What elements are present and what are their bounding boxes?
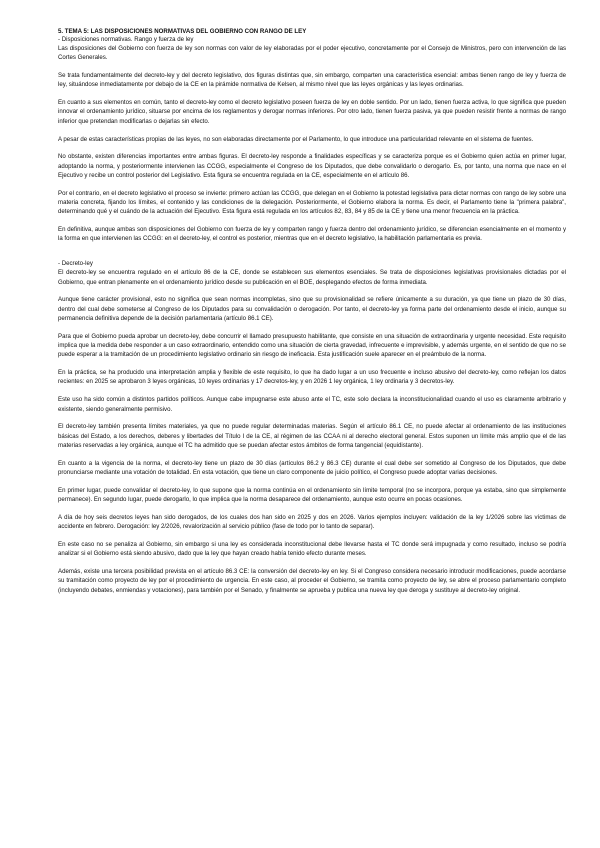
paragraph: Este uso ha sido común a distintos partidos políticos. Aunque cabe impugnarse este abuso ante el TC, este solo declara la inconstitucionalidad cuando el uso es claramente arbitrario y existente, siendo generalmente permisivo. xyxy=(58,396,566,413)
section-gap xyxy=(58,252,566,260)
paragraph: Por el contrario, en el decreto legislativo el proceso se invierte: primero actúan las CCGG, que delegan en el Gobierno la potestad legislativa para dictar normas con rango de ley sobre una materia concreta, fijando los límites, el contenido y las condiciones de la delegación. Posteriormente, el Gobierno elabora la norma. Es decir, el Parlamento tiene la "primera palabra", determinando qué y el cuándo de la actuación del Ejecutivo. Esta figura está regulada en los artículos 82, 83, 84 y 85 de la CE y tiene una menor frecuencia en la práctica. xyxy=(58,189,566,216)
paragraph: No obstante, existen diferencias importantes entre ambas figuras. El decreto-ley responde a finalidades específicas y se caracteriza porque es el Gobierno quien actúa en primer lugar, adoptando la norma, y posteriormente intervienen las CCGG, especialmente el Congreso de los Diputados, que debe convalidarlo o derogarlo. Es, por tanto, una norma que nace en el Ejecutivo y recibe un control posterior del Legislativo. Esta figura se encuentra regulada en la CE, especialmente en el artículo 86. xyxy=(58,153,566,179)
paragraph: A pesar de estas características propias de las leyes, no son elaboradas directamente por el Parlamento, lo que introduce una particularidad relevante en el sistema de fuentes. xyxy=(58,135,534,143)
paragraph: En cuanto a sus elementos en común, tanto el decreto-ley como el decreto legislativo poseen fuerza de ley en doble sentido. Por un lado, tienen fuerza activa, lo que significa que pueden innovar el ordenamiento jurídico, situarse por encima de los reglamentos y derogar normas inferiores. Por otro lado, tienen fuerza pasiva, ya que pueden resistir frente a normas de rango inferior que pretendan modificarlas o dejarlas sin efecto. xyxy=(58,99,566,125)
paragraph: En la práctica, se ha producido una interpretación amplia y flexible de este requisito, lo que ha dado lugar a un uso frecuente e incluso abusivo del decreto-ley, como reflejan los datos recientes: en 2025 se aprobaron 3 leyes orgánicas, 10 leyes ordinarias y 17 decretos-ley, y en 2026 1 ley orgánica, 1 ley ordinaria y 3 decretos-ley. xyxy=(58,369,566,386)
paragraph: En definitiva, aunque ambas son disposiciones del Gobierno con fuerza de ley y comparten rango y fuerza dentro del ordenamiento jurídico, se diferencian esencialmente en el momento y la forma en que intervienen las CCGG: en el decreto-ley, el control es posterior, mientras que en el decreto legislativo, la habilitación parlamentaria es previa. xyxy=(58,226,566,243)
paragraph: Para que el Gobierno pueda aprobar un decreto-ley, debe concurrir el llamado presupuesto habilitante, que consiste en una situación de extraordinaria y urgente necesidad. Este requisito implica que la medida debe responder a un caso extraordinario, entendido como una situación de cierta gravedad, infrecuente e imprevisible, y además urgente, en el sentido de que no se puede esperar a la tramitación de un procedimiento legislativo ordinario sin riesgo de ineficacia. Esta justificación suele aparecer en el preámbulo de la norma. xyxy=(58,332,566,359)
document-title: 5. TEMA 5: LAS DISPOSICIONES NORMATIVAS DEL GOBIERNO CON RANGO DE LEY xyxy=(58,28,307,35)
section-heading-disposiciones: - Disposiciones normativas. Rango y fuerza de ley xyxy=(58,36,194,43)
section-heading-decreto-ley: - Decreto-ley xyxy=(58,260,93,268)
paragraph: Se trata fundamentalmente del decreto-ley y del decreto legislativo, dos figuras distintas que, sin embargo, comparten una característica esencial: ambas tienen rango de ley y fuerza de ley, situándose inmediatamente por debajo de la CE en la pirámide normativa de Kelsen, al mismo nivel que las leyes orgánicas y las leyes ordinarias. xyxy=(58,72,566,89)
paragraph: Las disposiciones del Gobierno con fuerza de ley son normas con valor de ley elaboradas por el poder ejecutivo, concretamente por el Consejo de Ministros, pero con intervención de las Cortes Generales. xyxy=(58,45,566,62)
paragraph: En este caso no se penaliza al Gobierno, sin embargo si una ley es considerada inconstitucional debe llevarse hasta el TC donde será impugnada y como resultado, incluso se podría analizar si el Gobierno está siendo abusivo, dado que la ley que hayan creado había tenido efecto durante meses. xyxy=(58,540,566,558)
paragraph: A día de hoy seis decretos leyes han sido derogados, de los cuales dos han sido en 2025 y dos en 2026. Varios ejemplos incluyen: validación de la ley 1/2026 sobre las víctimas de accidente en febrero. Derogación: ley 2/2026, revalorización al servicio público (fase de todo por lo tanto de separar). xyxy=(58,513,566,531)
document-page xyxy=(58,28,566,603)
paragraph: Aunque tiene carácter provisional, esto no significa que sean normas incompletas, sino que su provisionalidad se refiere únicamente a su duración, ya que tiene un plazo de 30 días, dentro del cual debe someterse al Congreso de los Diputados para su convalidación o derogación. Por tanto, el decreto-ley ya forma parte del ordenamiento desde el inicio, aunque su permanencia definitiva depende de la decisión parlamentaria (artículo 86.1 CE). xyxy=(58,296,566,322)
paragraph: El decreto-ley se encuentra regulado en el artículo 86 de la CE, donde se establecen sus elementos esenciales. Se trata de disposiciones legislativas provisionales dictadas por el Gobierno, que entran plenamente en el ordenamiento jurídico desde su publicación en el BOE, desplegando efectos de forma inmediata. xyxy=(58,269,566,286)
paragraph: Además, existe una tercera posibilidad prevista en el artículo 86.3 CE: la conversión del decreto-ley en ley. Si el Congreso considera necesario introducir modificaciones, puede acordarse su tramitación como proyecto de ley por el procedimiento de urgencia. En este caso, al proceder el Gobierno, se tramita como proyecto de ley, se abre el proceso parlamentario completo (incluyendo debates, enmiendas y votaciones), para también por el Senado, y finalmente se aprueba y publica una nueva ley que deroga y sustituye al decreto-ley original. xyxy=(58,568,566,594)
paragraph: El decreto-ley también presenta límites materiales, ya que no puede regular determinadas materias. Según el artículo 86.1 CE, no puede afectar al ordenamiento de las instituciones básicas del Estado, a los derechos, deberes y libertades del Título I de la CE, al régimen de las CCAA ni al derecho electoral general. Estos suponen un límite más amplio que el de las materias reservadas a ley orgánica, aunque el TC ha admitido que se puedan afectar estos ámbitos de forma tangencial (equidistante). xyxy=(58,423,566,449)
paragraph: En primer lugar, puede convalidar el decreto-ley, lo que supone que la norma continúa en el ordenamiento sin límite temporal (no se incorpora, porque ya estaba, sino que simplemente permanece). En segundo lugar, puede derogarlo, lo que implica que la norma desaparece del ordenamiento, aunque esto ocurre en pocas ocasiones. xyxy=(58,486,566,504)
paragraph: En cuanto a la vigencia de la norma, el decreto-ley tiene un plazo de 30 días (artículos 86.2 y 86.3 CE) durante el cual debe ser sometido al Congreso de los Diputados, que debe pronunciarse mediante una votación de totalidad. En esta votación, que tiene un claro componente de juicio político, el Congreso puede adoptar varias decisiones. xyxy=(58,459,566,476)
